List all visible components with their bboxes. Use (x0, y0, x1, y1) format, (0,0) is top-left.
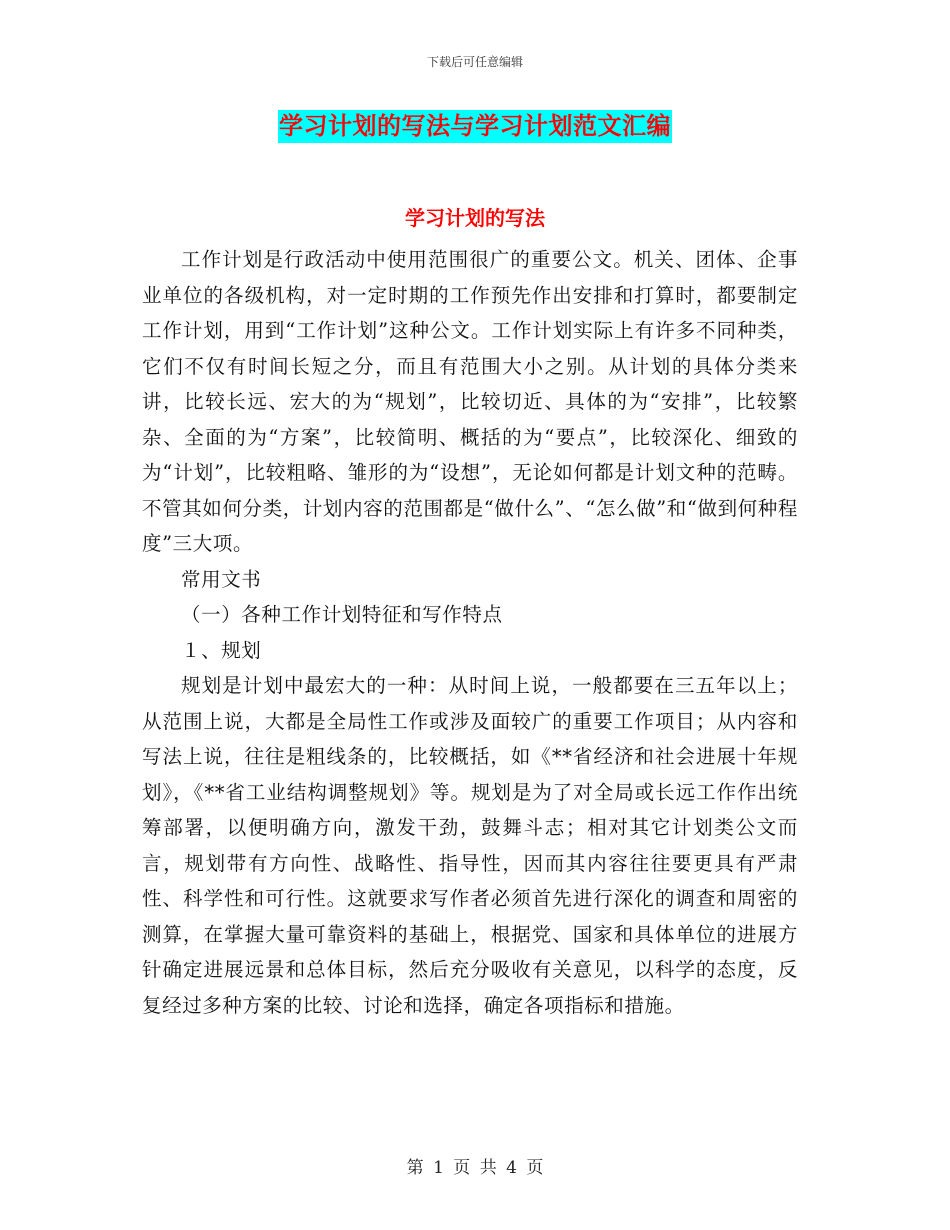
paragraph-common-docs: 常用文书 (181, 567, 262, 591)
paragraph-intro: 工作计划是行政活动中使用范围很广的重要公文。机关、团体、企事业单位的各级机构，对一定时期的工作预先作出安排和打算时，都要制定工作计划，用到“工作计划”这种公文。工作计划实际上有许多不同种类，它们不仅有时间长短之分，而且有范围大小之别。从计划的具体分类来讲，比较长远、宏大的为“规划”，比较切近、具体的为“安排”，比较繁杂、全面的为“方案”，比较简明、概括的为“要点”，比较深化、细致的为“计划”，比较粗略、雏形的为“设想”，无论如何都是计划文种的范畴。不管其如何分类，计划内容的范围都是“做什么”、“怎么做”和“做到何种程度”三大项。 (142, 248, 798, 555)
paragraph-item-heading: １、规划 (181, 638, 262, 662)
document-title: 学习计划的写法与学习计划范文汇编 (278, 110, 672, 143)
header-note: 下载后可任意编辑 (426, 55, 523, 69)
paragraph-subheading: （一）各种工作计划特征和写作特点 (181, 603, 503, 626)
page-footer: 第 1 页 共 4 页 (406, 1158, 544, 1178)
paragraph-planning: 规划是计划中最宏大的一种：从时间上说，一般都要在三五年以上；从范围上说，大都是全局性工作或涉及面较广的重要工作项目；从内容和写法上说，往往是粗线条的，比较概括，如《**省经济和社会进展十年规划》，《**省工业结构调整规划》等。规划是为了对全局或长远工作作出统筹部署，以便明确方向，激发干劲，鼓舞斗志；相对其它计划类公文而言，规划带有方向性、战略性、指导性，因而其内容往往要更具有严肃性、科学性和可行性。这就要求写作者必须首先进行深化的调查和周密的测算，在掌握大量可靠资料的基础上，根据党、国家和具体单位的进展方针确定进展远景和总体目标，然后充分吸收有关意见，以科学的态度，反复经过多种方案的比较、讨论和选择，确定各项指标和措施。 (142, 674, 798, 1017)
section-title: 学习计划的写法 (405, 206, 545, 230)
main-title-container (0, 110, 950, 143)
document-body (142, 242, 798, 1023)
